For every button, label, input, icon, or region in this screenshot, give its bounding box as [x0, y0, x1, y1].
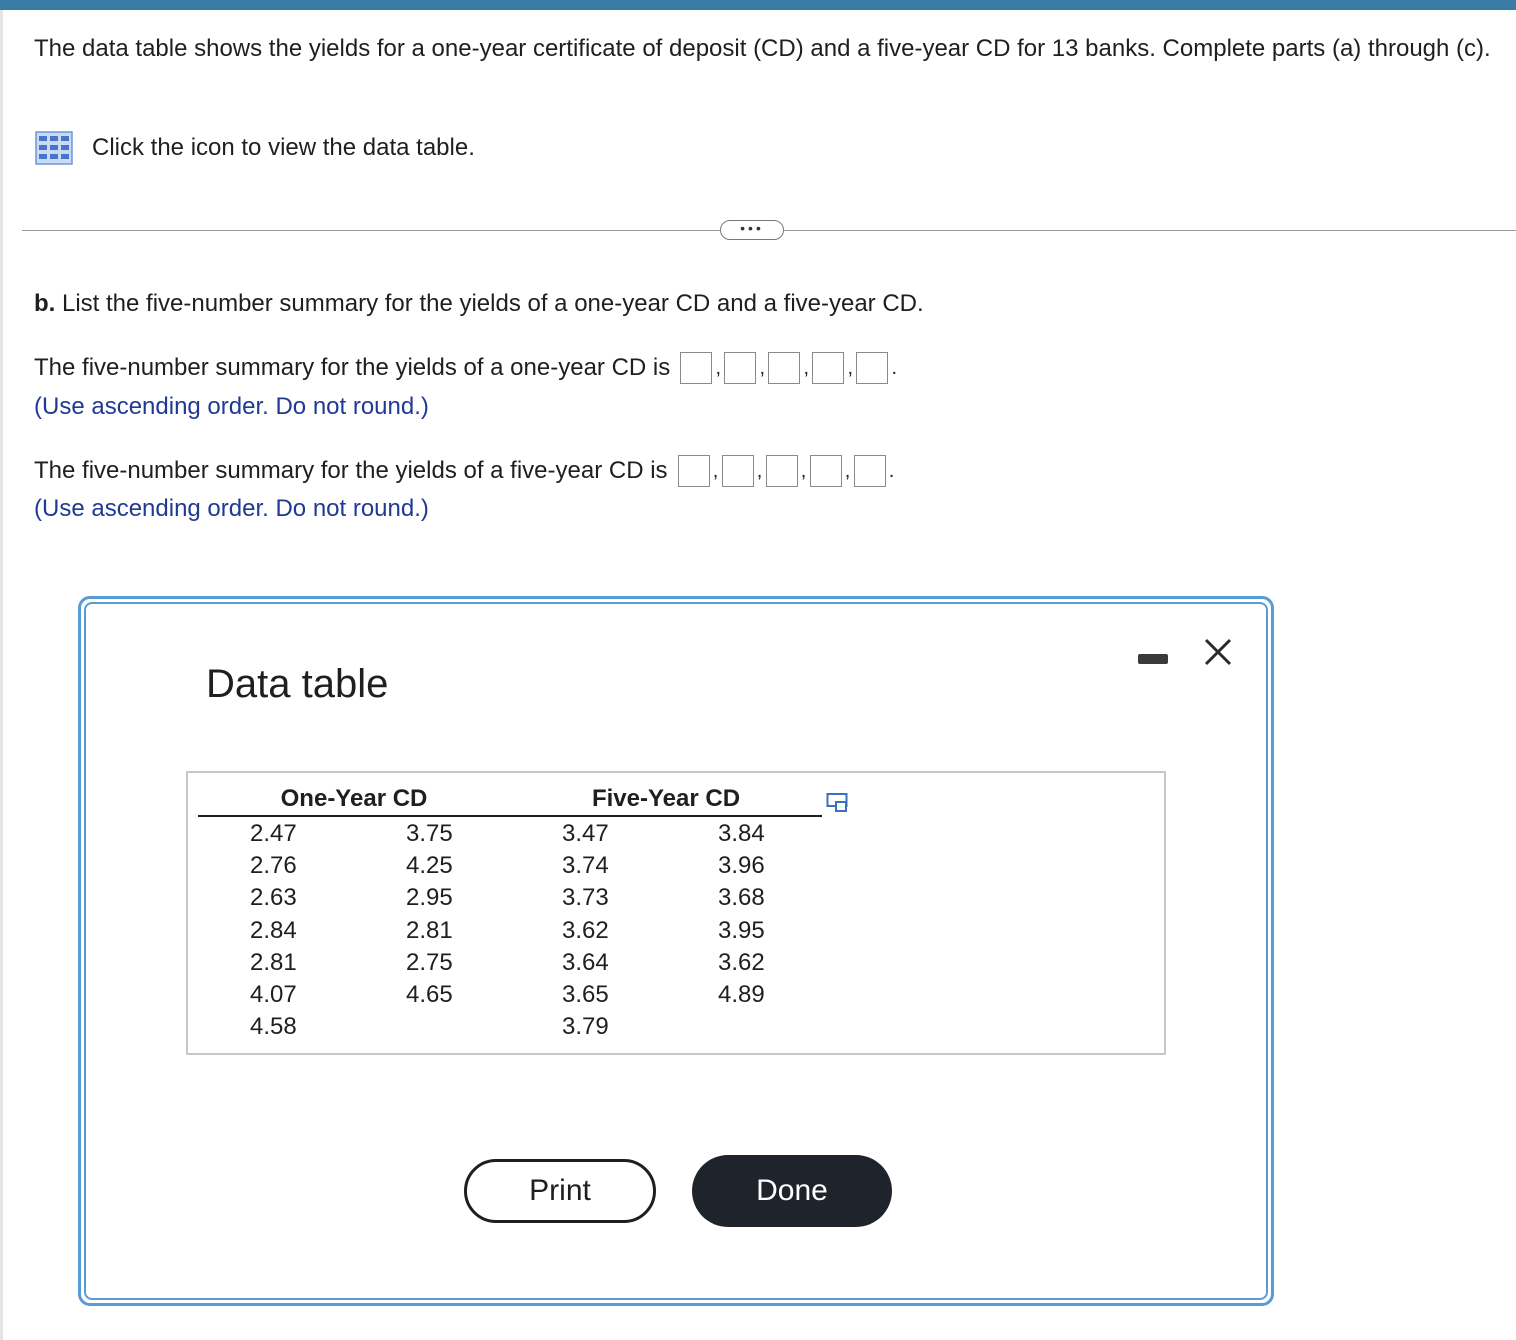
- one-year-median-input[interactable]: [768, 352, 800, 384]
- separator: ,: [847, 357, 854, 379]
- one-year-q1-input[interactable]: [724, 352, 756, 384]
- five-year-column-1: [562, 818, 609, 1043]
- header-underline: [198, 815, 822, 817]
- table-cell: 3.96: [718, 852, 765, 880]
- one-year-column-1: [250, 818, 297, 1043]
- separator: ,: [756, 460, 763, 482]
- table-cell: 4.07: [250, 980, 297, 1008]
- table-cell: 3.47: [562, 820, 609, 847]
- table-cell: 2.63: [250, 884, 297, 912]
- grid-table-icon[interactable]: [34, 128, 74, 168]
- expand-more-button[interactable]: •••: [720, 220, 784, 240]
- five-year-header: Five-Year CD: [591, 785, 741, 812]
- table-cell: 3.65: [562, 980, 609, 1008]
- table-cell: 3.95: [718, 916, 765, 944]
- table-cell: 3.64: [562, 948, 609, 976]
- left-border: [0, 10, 3, 1340]
- one-year-max-input[interactable]: [856, 352, 888, 384]
- intro-text: The data table shows the yields for a one-year certificate of deposit (CD) and a five-year CD for 13 banks. Complete parts (a) through (c).: [34, 35, 1491, 62]
- table-cell: 2.84: [250, 916, 297, 944]
- table-cell: 2.47: [250, 820, 297, 847]
- one-year-q3-input[interactable]: [812, 352, 844, 384]
- five-year-summary-row: [34, 455, 898, 487]
- table-cell: 3.84: [718, 820, 765, 847]
- five-year-median-input[interactable]: [766, 455, 798, 487]
- part-b-letter: b.: [34, 290, 56, 317]
- one-year-min-input[interactable]: [680, 352, 712, 384]
- separator: ,: [800, 460, 807, 482]
- close-icon[interactable]: [1202, 636, 1234, 668]
- table-cell: 2.81: [406, 916, 453, 944]
- table-cell: 3.68: [718, 884, 765, 912]
- table-cell: 3.62: [718, 948, 765, 976]
- separator: ,: [844, 460, 851, 482]
- separator: ,: [715, 357, 722, 379]
- top-accent-bar: [0, 0, 1516, 10]
- five-year-min-input[interactable]: [678, 455, 710, 487]
- part-b-text: List the five-number summary for the yields of a one-year CD and a five-year CD.: [55, 290, 924, 317]
- separator: ,: [712, 460, 719, 482]
- table-cell: 2.75: [406, 948, 453, 976]
- table-cell: 2.76: [250, 852, 297, 880]
- done-button[interactable]: Done: [692, 1155, 892, 1227]
- period: .: [888, 460, 895, 482]
- dialog-title: Data table: [206, 662, 389, 706]
- one-year-header: One-Year CD: [280, 785, 428, 812]
- one-year-prompt: The five-number summary for the yields of a one-year CD is: [34, 354, 671, 381]
- one-year-column-2: [406, 818, 453, 1011]
- table-cell: 3.74: [562, 852, 609, 880]
- five-year-q1-input[interactable]: [722, 455, 754, 487]
- separator: ,: [803, 357, 810, 379]
- five-year-hint: (Use ascending order. Do not round.): [34, 495, 429, 522]
- period: .: [891, 357, 898, 379]
- table-cell: 4.25: [406, 852, 453, 880]
- table-cell: 3.62: [562, 916, 609, 944]
- copy-icon[interactable]: [826, 790, 850, 814]
- part-b-question: [34, 288, 924, 320]
- table-cell: 4.58: [250, 1013, 297, 1041]
- table-cell: 3.73: [562, 884, 609, 912]
- one-year-summary-row: [34, 352, 900, 384]
- separator: ,: [759, 357, 766, 379]
- table-cell: 2.81: [250, 948, 297, 976]
- print-button[interactable]: Print: [464, 1159, 656, 1223]
- minimize-icon[interactable]: [1138, 654, 1168, 664]
- five-year-max-input[interactable]: [854, 455, 886, 487]
- table-cell: 3.79: [562, 1013, 609, 1041]
- five-year-column-2: [718, 818, 765, 1011]
- five-year-q3-input[interactable]: [810, 455, 842, 487]
- data-table-link-label[interactable]: Click the icon to view the data table.: [92, 134, 475, 161]
- table-cell: 4.89: [718, 980, 765, 1008]
- table-cell: 4.65: [406, 980, 453, 1008]
- table-cell: 3.75: [406, 820, 453, 847]
- one-year-hint: (Use ascending order. Do not round.): [34, 393, 429, 420]
- five-year-prompt: The five-number summary for the yields of a five-year CD is: [34, 457, 668, 484]
- table-cell: 2.95: [406, 884, 453, 912]
- data-table-link[interactable]: [34, 128, 475, 168]
